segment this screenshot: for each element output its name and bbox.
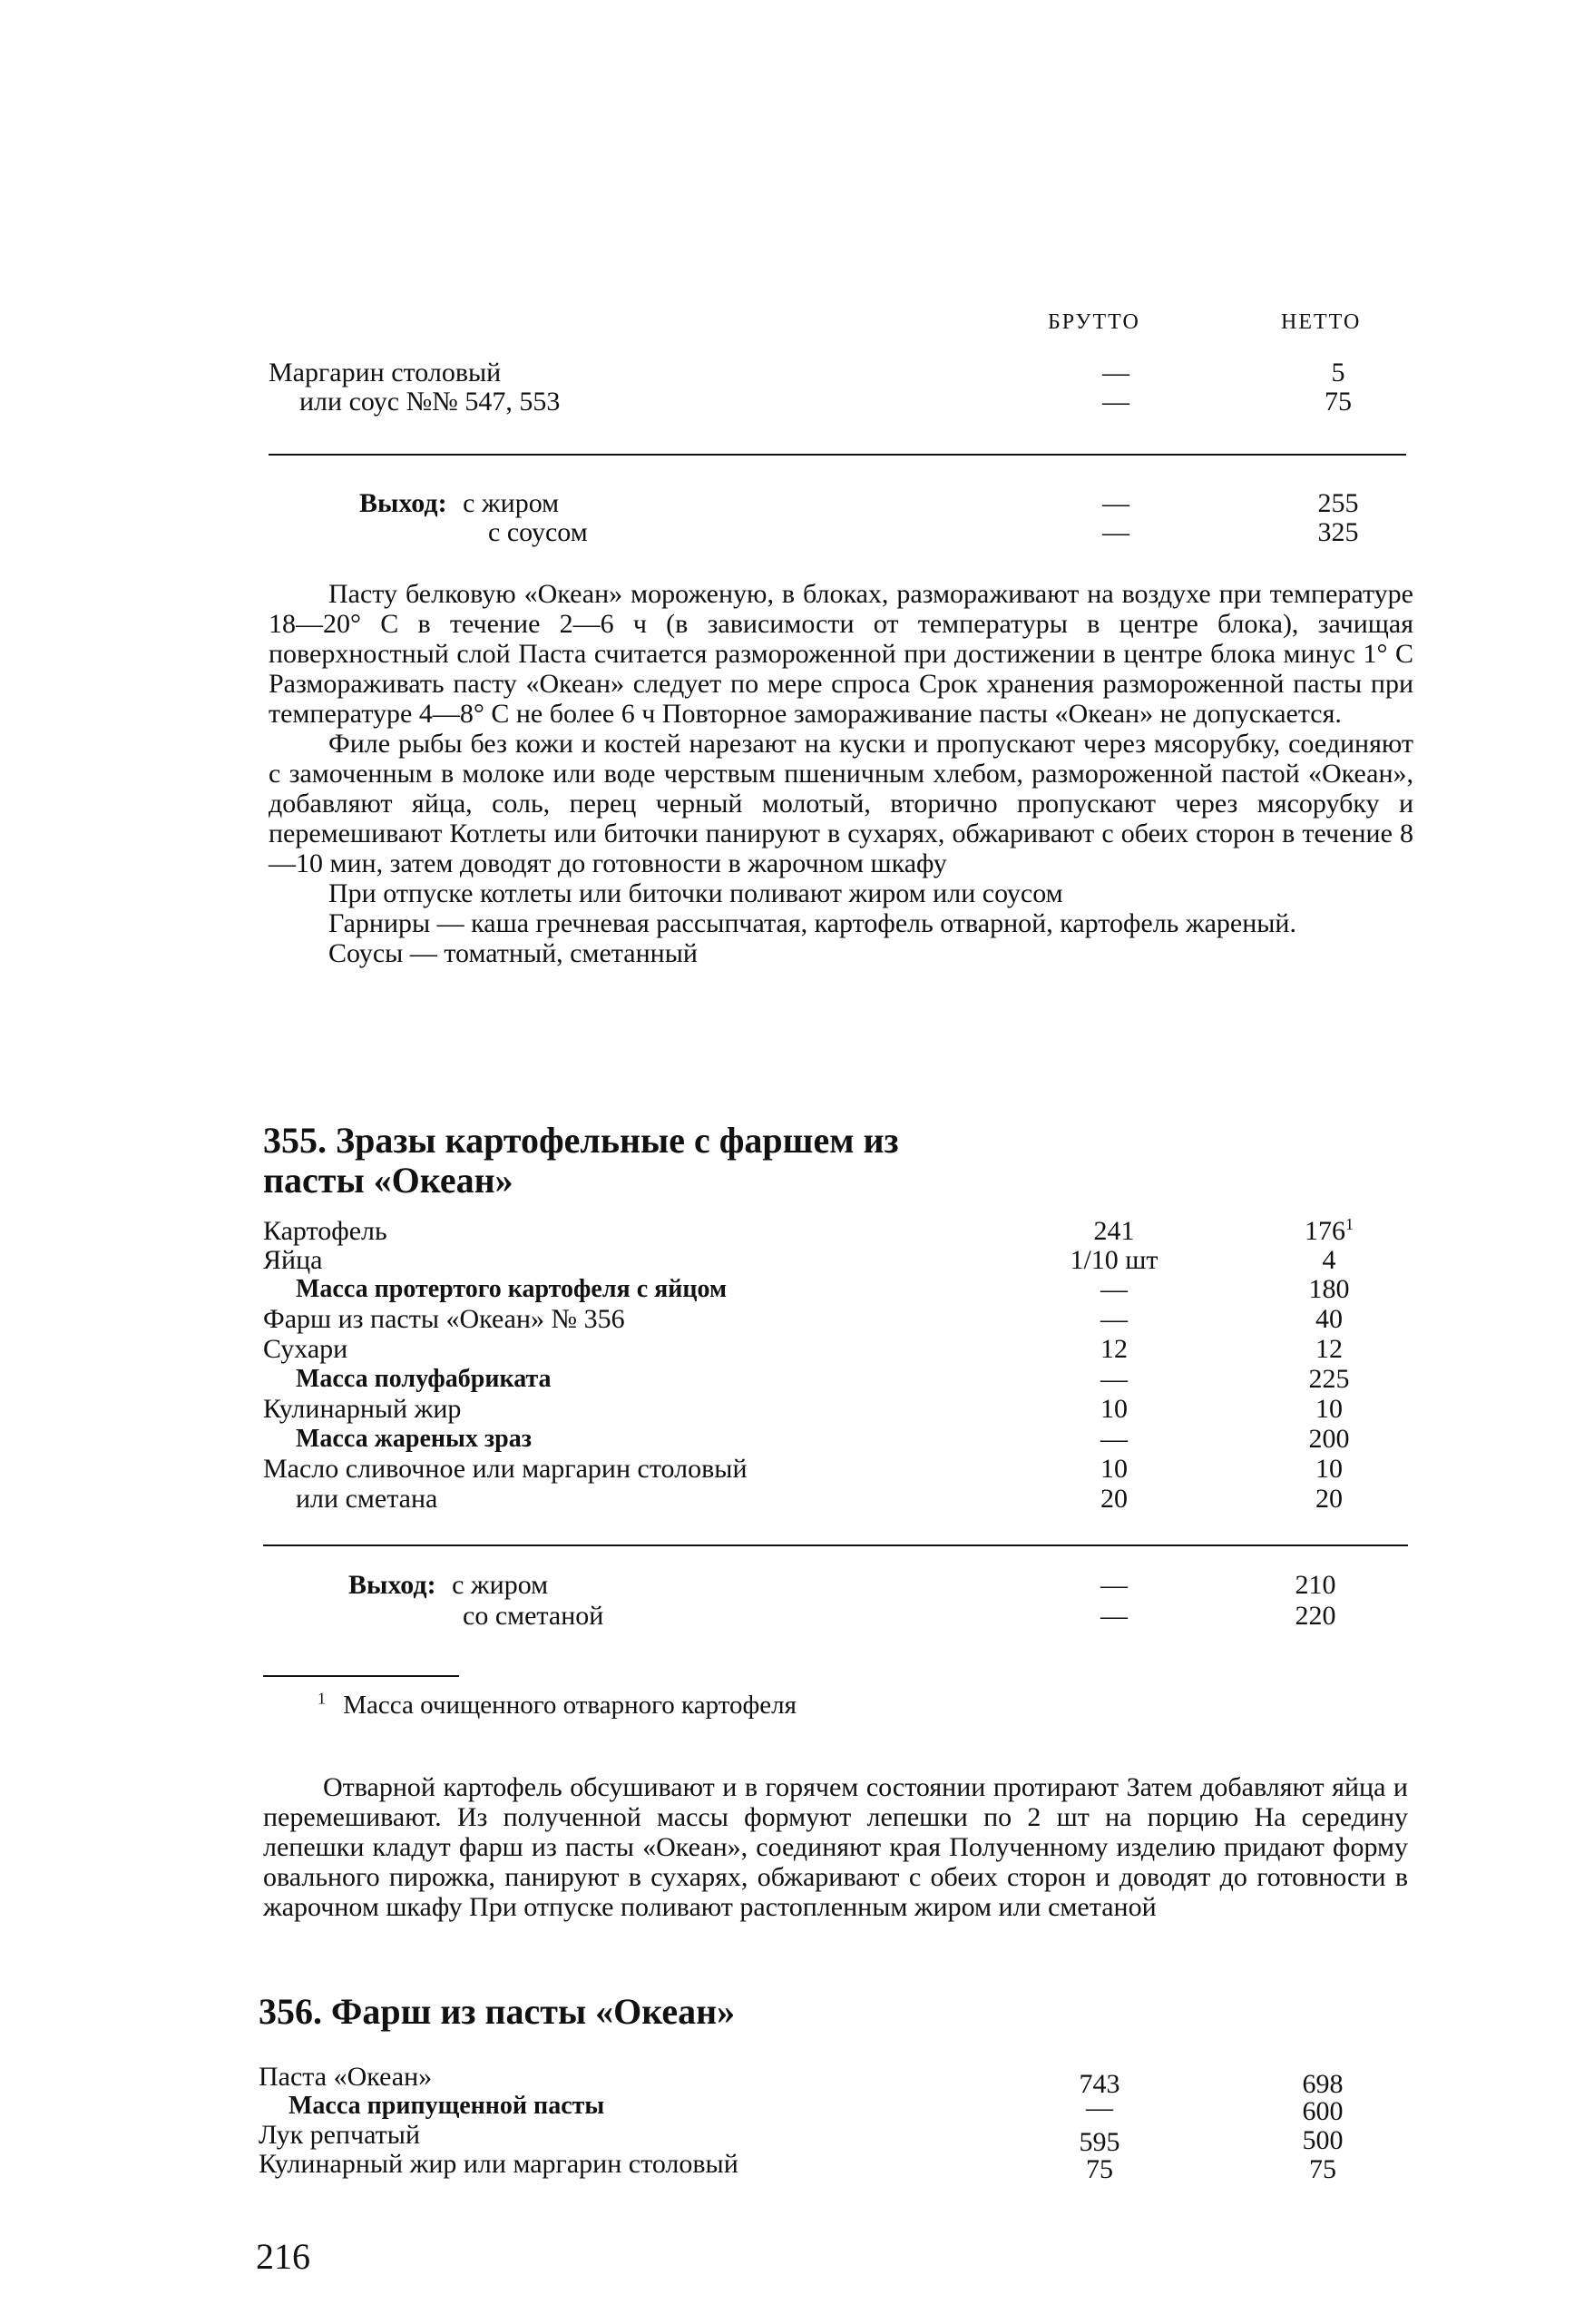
- row-netto: 10: [1315, 1454, 1343, 1484]
- footnote-ref: 1: [1345, 1215, 1354, 1233]
- footnote-divider: [263, 1675, 459, 1677]
- output-label: Выход:: [348, 1570, 436, 1600]
- row-netto: 225: [1308, 1364, 1350, 1394]
- output-row: [0, 517, 1574, 548]
- row-brutto: —: [1100, 1304, 1128, 1334]
- row-label: Картофель: [263, 1216, 387, 1246]
- row-brutto: —: [1100, 1601, 1128, 1631]
- row-brutto: —: [1100, 1274, 1128, 1304]
- row-netto: 200: [1308, 1424, 1350, 1454]
- row-label: Яйца: [263, 1245, 323, 1275]
- row-label: Масса полуфабриката: [296, 1365, 552, 1393]
- row-brutto: —: [1100, 1364, 1128, 1394]
- table-divider: [263, 1544, 1408, 1546]
- table-row: [0, 1216, 1574, 1247]
- paragraph: При отпуске котлеты или биточки поливают жиром или соусом: [328, 878, 1063, 908]
- row-label: Маргарин столовый: [269, 358, 502, 387]
- table-row: [0, 1274, 1574, 1305]
- row-netto: 180: [1308, 1274, 1350, 1304]
- row-label: Масса припущенной пасты: [288, 2092, 605, 2120]
- row-brutto: 12: [1100, 1334, 1128, 1364]
- row-label: Кулинарный жир или маргарин столовый: [259, 2149, 738, 2179]
- output-sub-label: с жиром: [452, 1570, 549, 1600]
- row-brutto: 1/10 шт: [1070, 1245, 1159, 1275]
- row-netto: 600: [1302, 2096, 1344, 2126]
- body-text: [269, 579, 1413, 968]
- table-row: [0, 1304, 1574, 1335]
- row-brutto: 595: [1079, 2127, 1120, 2157]
- paragraph: Пасту белковую «Океан» мороженую, в блоках, размораживают на воздухе при температуре 18—20° С в течение 2—6 ч (в зависимости от температуры в центре блока), зачищая поверхностный слой Паста считается размороженной при достижении в центре блока минус 1° С Размораживать пасту «Океан» следует по мере спроса Срок хранения размороженной пасты при температуре 4—8° С не более 6 ч Повторное замораживание пасты «Океан» не допускается.: [269, 579, 1413, 729]
- row-label: Масса протертого картофеля с яйцом: [296, 1275, 728, 1303]
- section-title: 356. Фарш из пасты «Океан»: [259, 1991, 736, 2032]
- row-brutto: 241: [1093, 1216, 1135, 1246]
- table-row: [0, 2149, 1574, 2184]
- row-netto: 20: [1315, 1484, 1343, 1514]
- row-brutto: 75: [1086, 2154, 1113, 2184]
- row-netto: 220: [1295, 1601, 1336, 1631]
- row-label: или соус №№ 547, 553: [299, 387, 561, 417]
- table-row: [0, 387, 1574, 417]
- row-brutto: —: [1100, 1570, 1128, 1600]
- body-text: [263, 1772, 1408, 1922]
- row-brutto: 10: [1100, 1394, 1128, 1424]
- row-netto: 5: [1331, 358, 1345, 387]
- row-netto: 75: [1309, 2154, 1336, 2184]
- row-brutto: —: [1102, 358, 1129, 387]
- page-number: 216: [256, 2236, 310, 2277]
- row-brutto: —: [1102, 488, 1129, 518]
- paragraph: Отварной картофель обсушивают и в горячем состоянии протирают Затем добавляют яйца и перемешивают. Из полученной массы формуют лепешки по 2 шт на порцию На середину лепешки кладут фарш из пасты «Океан», соединяют края Полученному изделию придают форму овального пирожка, панируют в сухарях, обжаривают с обеих сторон и доводят до готовности в жарочном шкафу При отпуске поливают растопленным жиром или сметаной: [263, 1772, 1408, 1922]
- row-label: Лук репчатый: [259, 2120, 420, 2150]
- row-netto: 75: [1325, 387, 1352, 417]
- table-row: [0, 2091, 1574, 2126]
- output-row: [0, 1570, 1574, 1601]
- paragraph: Гарниры — каша гречневая рассыпчатая, картофель отварной, картофель жареный.: [328, 908, 1296, 938]
- section-title-line: 355. Зразы картофельные с фаршем из: [263, 1120, 899, 1161]
- row-label: Масса жареных зраз: [296, 1425, 532, 1453]
- row-brutto: 743: [1079, 2069, 1120, 2099]
- output-sub-label: с соусом: [488, 517, 588, 547]
- row-netto: 210: [1295, 1570, 1336, 1600]
- table-row: [0, 2062, 1574, 2099]
- row-brutto: —: [1102, 517, 1129, 547]
- table-row: [0, 1454, 1574, 1485]
- table-row: [0, 1245, 1574, 1276]
- table-row: [0, 1484, 1574, 1515]
- header-brutto: БРУТТО: [1048, 310, 1140, 334]
- table-row: [0, 1334, 1574, 1365]
- table-row: [0, 1424, 1574, 1455]
- table-row: [0, 1364, 1574, 1395]
- row-netto: 698: [1302, 2069, 1344, 2099]
- row-label: Масло сливочное или маргарин столовый: [263, 1454, 748, 1484]
- table-row: [0, 2120, 1574, 2157]
- row-netto: 255: [1317, 488, 1359, 518]
- footnote-text: Масса очищенного отварного картофеля: [343, 1691, 797, 1720]
- output-sub-label: с жиром: [463, 488, 560, 518]
- table-row: [0, 1394, 1574, 1425]
- row-brutto: —: [1102, 387, 1129, 417]
- output-sub-label: со сметаной: [463, 1601, 604, 1631]
- row-netto: 40: [1315, 1304, 1343, 1334]
- row-brutto: 20: [1100, 1484, 1128, 1514]
- output-row: [0, 1601, 1574, 1632]
- row-netto: 10: [1315, 1394, 1343, 1424]
- row-label: Сухари: [263, 1334, 348, 1364]
- row-netto: 176: [1305, 1216, 1345, 1246]
- row-netto: 325: [1317, 517, 1359, 547]
- output-label: Выход:: [359, 488, 447, 518]
- row-label: Фарш из пасты «Океан» № 356: [263, 1304, 625, 1334]
- row-brutto: —: [1100, 1424, 1128, 1454]
- row-label: или сметана: [296, 1484, 438, 1514]
- table-divider: [269, 454, 1406, 456]
- row-brutto: 10: [1100, 1454, 1128, 1484]
- section-title: [263, 1121, 899, 1201]
- row-netto: 4: [1322, 1245, 1336, 1275]
- row-label: Паста «Океан»: [259, 2062, 433, 2092]
- footnote: [318, 1690, 797, 1721]
- row-brutto: —: [1086, 2093, 1113, 2123]
- row-netto: 12: [1315, 1334, 1343, 1364]
- paragraph: Филе рыбы без кожи и костей нарезают на куски и пропускают через мясорубку, соединяют с замоченным в молоке или воде черствым пшеничным хлебом, размороженной пастой «Океан», добавляют яйца, соль, перец черный молотый, вторично пропускают через мясорубку и перемешивают Котлеты или биточки панируют в сухарях, обжаривают с обеих сторон в течение 8—10 мин, затем доводят до готовности в жарочном шкафу: [269, 729, 1413, 878]
- output-row: [0, 488, 1574, 519]
- table-row: [0, 358, 1574, 388]
- row-label: Кулинарный жир: [263, 1394, 462, 1424]
- footnote-mark: 1: [318, 1689, 326, 1708]
- row-netto: 500: [1302, 2125, 1344, 2155]
- header-netto: НЕТТО: [1281, 310, 1362, 334]
- paragraph: Соусы — томатный, сметанный: [328, 938, 698, 968]
- section-title-line: пасты «Океан»: [263, 1160, 513, 1201]
